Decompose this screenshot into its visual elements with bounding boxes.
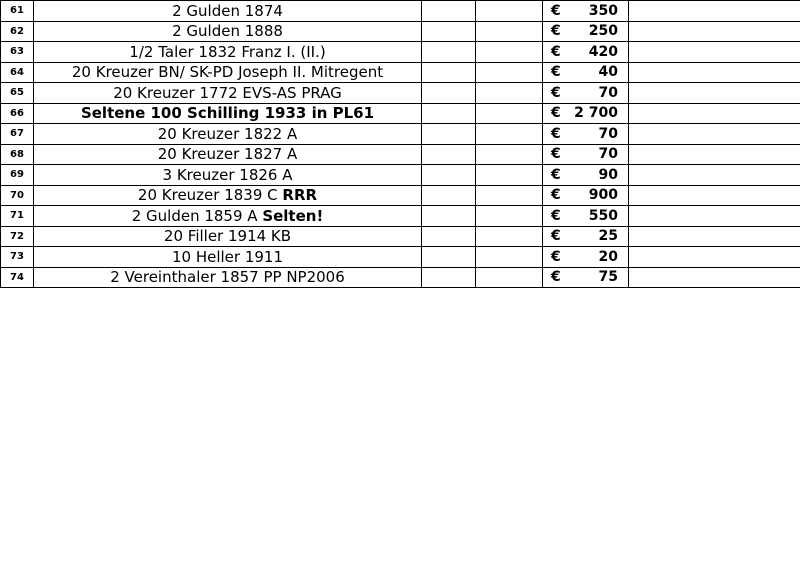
- euro-symbol: €: [551, 23, 561, 40]
- blank-cell: [422, 144, 476, 165]
- description-text: 20 Kreuzer 1772 EVS-AS PRAG: [113, 83, 342, 102]
- price-cell: [543, 124, 629, 145]
- lot-description: [34, 62, 422, 83]
- blank-cell: [476, 165, 543, 186]
- blank-cell: [422, 267, 476, 288]
- blank-cell: [422, 124, 476, 145]
- price-amount: 550: [588, 207, 618, 224]
- price-amount: 900: [588, 187, 618, 204]
- price-amount: 90: [598, 166, 618, 183]
- description-text: 20 Kreuzer 1839 C: [137, 186, 283, 205]
- blank-cell: [476, 83, 543, 104]
- blank-cell: [476, 267, 543, 288]
- lot-number: 70: [1, 185, 34, 206]
- lot-number: 67: [1, 124, 34, 145]
- price-cell: [543, 226, 629, 247]
- description-text: 1/2 Taler 1832 Franz I. (II.): [129, 42, 326, 61]
- blank-cell: [629, 267, 800, 288]
- lot-number: 71: [1, 206, 34, 227]
- lot-description: [34, 267, 422, 288]
- blank-cell: [629, 124, 800, 145]
- blank-cell: [476, 247, 543, 268]
- price-cell: [543, 267, 629, 288]
- euro-symbol: €: [551, 146, 561, 163]
- blank-cell: [422, 206, 476, 227]
- euro-symbol: €: [551, 64, 561, 81]
- blank-cell: [476, 62, 543, 83]
- lot-number: 63: [1, 42, 34, 63]
- lot-number: 66: [1, 103, 34, 124]
- blank-cell: [422, 103, 476, 124]
- lot-description: [34, 185, 422, 206]
- price-cell: [543, 42, 629, 63]
- euro-symbol: €: [551, 166, 561, 183]
- blank-cell: [422, 21, 476, 42]
- lot-description: [34, 144, 422, 165]
- description-text: 2 Gulden 1874: [172, 1, 283, 20]
- euro-symbol: €: [551, 207, 561, 224]
- blank-cell: [629, 21, 800, 42]
- price-cell: [543, 247, 629, 268]
- blank-cell: [629, 62, 800, 83]
- description-text: 3 Kreuzer 1826 A: [162, 165, 293, 184]
- table-row: [1, 144, 800, 165]
- lot-number: 73: [1, 247, 34, 268]
- table-row: [1, 42, 800, 63]
- blank-cell: [422, 83, 476, 104]
- price-cell: [543, 185, 629, 206]
- lot-description: [34, 206, 422, 227]
- price-cell: [543, 144, 629, 165]
- lot-number: 74: [1, 267, 34, 288]
- table-row: [1, 247, 800, 268]
- blank-cell: [422, 185, 476, 206]
- price-cell: [543, 83, 629, 104]
- price-cell: [543, 103, 629, 124]
- table-row: [1, 206, 800, 227]
- blank-cell: [422, 226, 476, 247]
- lot-description: [34, 1, 422, 22]
- blank-cell: [422, 62, 476, 83]
- price-cell: [543, 165, 629, 186]
- blank-cell: [476, 185, 543, 206]
- euro-symbol: €: [551, 2, 561, 19]
- table-row: [1, 83, 800, 104]
- table-row: [1, 1, 800, 22]
- description-text: 20 Filler 1914 KB: [163, 227, 292, 246]
- lot-description: [34, 42, 422, 63]
- description-text: 10 Heller 1911: [171, 247, 284, 266]
- description-text: 2 Gulden 1859 A: [131, 206, 263, 225]
- blank-cell: [629, 185, 800, 206]
- description-text: 2 Vereinthaler 1857 PP NP2006: [110, 268, 345, 287]
- table-row: [1, 165, 800, 186]
- lot-number: 64: [1, 62, 34, 83]
- price-amount: 2 700: [574, 105, 618, 122]
- description-text: 2 Gulden 1888: [172, 22, 283, 41]
- blank-cell: [422, 42, 476, 63]
- euro-symbol: €: [551, 269, 561, 286]
- euro-symbol: €: [551, 84, 561, 101]
- price-amount: 20: [598, 248, 618, 265]
- table-row: [1, 124, 800, 145]
- price-cell: [543, 62, 629, 83]
- price-cell: [543, 206, 629, 227]
- blank-cell: [476, 42, 543, 63]
- price-amount: 70: [598, 125, 618, 142]
- price-amount: 250: [588, 23, 618, 40]
- euro-symbol: €: [551, 187, 561, 204]
- euro-symbol: €: [551, 125, 561, 142]
- lot-description: [34, 103, 422, 124]
- table-row: [1, 267, 800, 288]
- lot-number: 61: [1, 1, 34, 22]
- blank-cell: [476, 144, 543, 165]
- blank-cell: [629, 247, 800, 268]
- euro-symbol: €: [551, 228, 561, 245]
- price-amount: 25: [598, 228, 618, 245]
- lot-description: [34, 21, 422, 42]
- table-row: [1, 103, 800, 124]
- price-amount: 420: [588, 43, 618, 60]
- price-amount: 70: [598, 146, 618, 163]
- blank-cell: [476, 124, 543, 145]
- lot-description: [34, 247, 422, 268]
- table-body: [1, 1, 800, 288]
- blank-cell: [476, 103, 543, 124]
- euro-symbol: €: [551, 105, 561, 122]
- blank-cell: [629, 42, 800, 63]
- price-amount: 70: [598, 84, 618, 101]
- price-amount: 350: [588, 2, 618, 19]
- description-text: 20 Kreuzer BN/ SK-PD Joseph II. Mitregent: [71, 63, 384, 82]
- price-amount: 75: [598, 269, 618, 286]
- blank-cell: [476, 1, 543, 22]
- table-row: [1, 185, 800, 206]
- blank-cell: [629, 165, 800, 186]
- description-text: Seltene 100 Schilling 1933 in PL61: [80, 104, 375, 123]
- blank-cell: [476, 226, 543, 247]
- lot-number: 69: [1, 165, 34, 186]
- lot-description: [34, 165, 422, 186]
- blank-cell: [422, 165, 476, 186]
- blank-cell: [476, 21, 543, 42]
- lot-number: 72: [1, 226, 34, 247]
- lot-number: 65: [1, 83, 34, 104]
- blank-cell: [629, 226, 800, 247]
- lot-description: [34, 83, 422, 104]
- price-amount: 40: [598, 64, 618, 81]
- lot-description: [34, 226, 422, 247]
- lot-number: 62: [1, 21, 34, 42]
- lot-description: [34, 124, 422, 145]
- description-emphasis: RRR: [282, 186, 318, 205]
- description-text: 20 Kreuzer 1822 A: [157, 124, 298, 143]
- description-text: 20 Kreuzer 1827 A: [157, 145, 298, 164]
- blank-cell: [422, 247, 476, 268]
- blank-cell: [629, 144, 800, 165]
- blank-cell: [476, 206, 543, 227]
- euro-symbol: €: [551, 43, 561, 60]
- euro-symbol: €: [551, 248, 561, 265]
- blank-cell: [629, 103, 800, 124]
- table-row: [1, 226, 800, 247]
- table-row: [1, 62, 800, 83]
- price-cell: [543, 1, 629, 22]
- description-emphasis: Selten!: [262, 206, 324, 225]
- blank-cell: [422, 1, 476, 22]
- blank-cell: [629, 206, 800, 227]
- price-cell: [543, 21, 629, 42]
- table-row: [1, 21, 800, 42]
- blank-cell: [629, 83, 800, 104]
- lot-number: 68: [1, 144, 34, 165]
- blank-cell: [629, 1, 800, 22]
